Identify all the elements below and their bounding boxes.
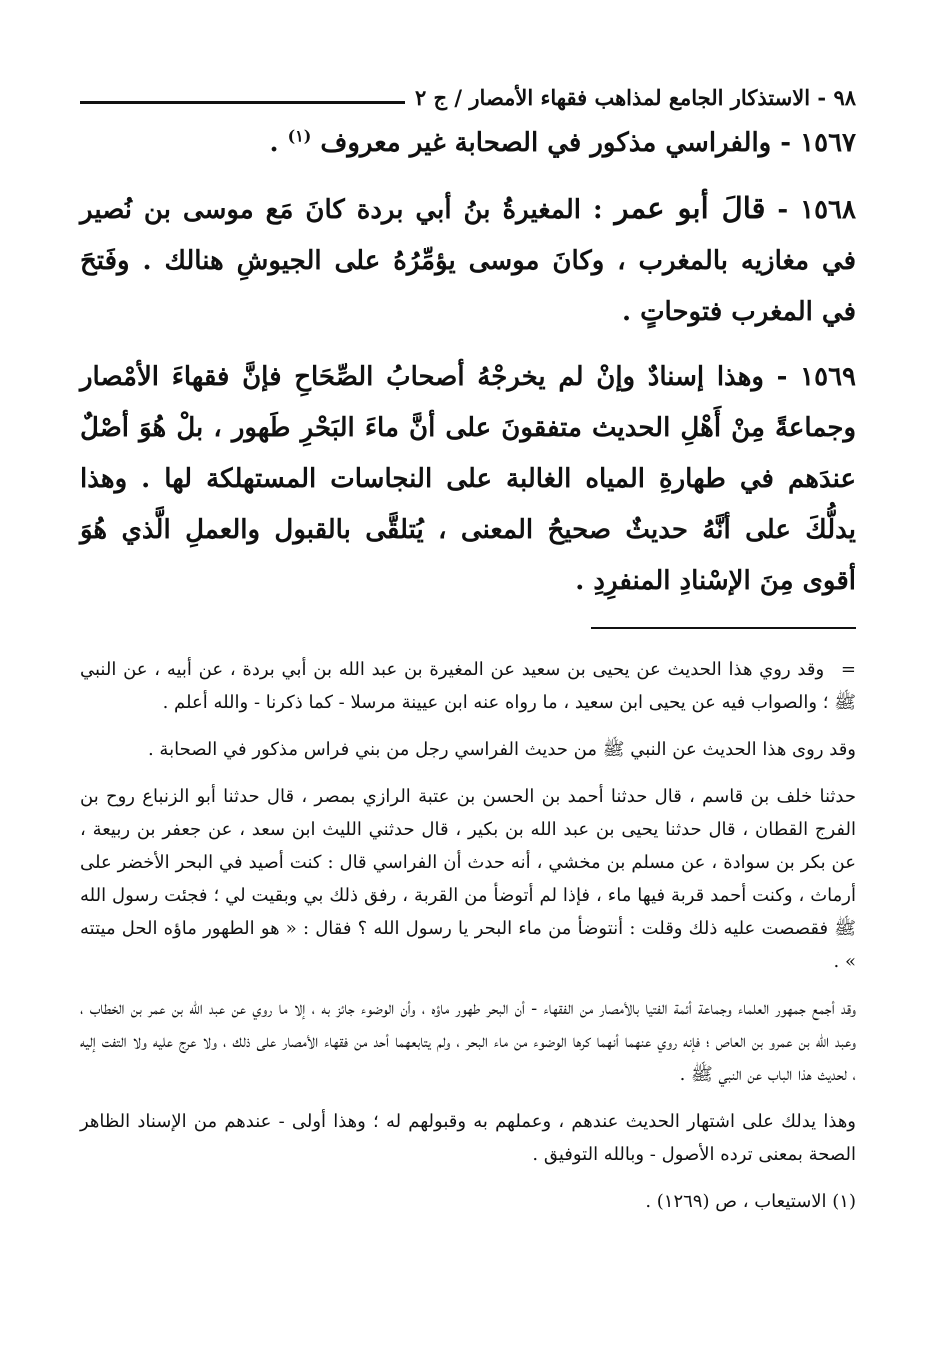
paragraph-1568-number: ١٥٦٨ -: [765, 195, 856, 225]
footnotes: [80, 653, 856, 1218]
paragraph-1569: [80, 352, 856, 607]
main-text: [80, 118, 856, 607]
paragraph-1568-text: : المغيرةُ بنُ أبي بردة كانَ مَع موسى بن نُصير في مغازيه بالمغرب ، وكانَ موسى يؤمِّرُهُ على الجيوشِ هنالك . وفَتحَ في المغرب فتوحاتٍ .: [80, 195, 856, 327]
paragraph-1568: [80, 183, 856, 338]
paragraph-1567-text: ١٥٦٧ - والفراسي مذكور في الصحابة غير معروف: [320, 128, 856, 158]
continuation-mark: =: [840, 659, 856, 680]
footnote-continuation-text: وقد روي هذا الحديث عن يحيى بن سعيد عن المغيرة بن عبد الله بن أبي بردة ، عن أبيه ، عن النبي ﷺ ؛ والصواب فيه عن يحيى ابن سعيد ، ما رواه عنه ابن عيينة مرسلا - كما ذكرنا - والله أعلم .: [80, 659, 856, 713]
footnote-continuation: [80, 653, 856, 719]
paragraph-1567: [80, 118, 856, 169]
header-rule: [80, 101, 405, 104]
footnote-ref: (١): [287, 126, 312, 146]
footnote-paragraph: حدثنا خلف بن قاسم ، قال حدثنا أحمد بن الحسن بن عتبة الرازي بمصر ، قال حدثنا أبو الزنباع روح بن الفرج القطان ، قال حدثنا يحيى بن عبد الله بن بكير ، قال حدثني الليث ابن سعد ، عن جعفر بن ربيعة ، عن بكر بن سوادة ، عن مسلم بن مخشي ، أنه حدث أن الفراسي قال : كنت أصيد في البحر الأخضر على أرماث ، وكنت أحمد قربة فيها ماء ، فإذا لم أتوضأ من القربة ، رفق ذلك بي وبقيت لي ؛ فجئت رسول الله ﷺ فقصصت عليه ذلك وقلت : أنتوضأ من ماء البحر يا رسول الله ؟ فقال : « هو الطهور ماؤه الحل ميتته » .: [80, 786, 857, 972]
footnote-paragraph: وقد أجمع جمهور العلماء وجماعة أئمة الفتيا بالأمصار من الفقهاء - أن البحر طهور ماؤه ، وأن الوضوء جائز به ، إلا ما روي عن عبد الله بن عمر بن الخطاب ، وعبد الله بن عمرو بن العاص ؛ فإنه روي عنهما أنهما كرها الوضوء من ماء البحر ، ولم يتابعهما أحد من فقهاء الأمصار على ذلك ، ولا عرج عليه ولا التفت إليه ، لحديث هذا الباب عن النبي ﷺ .: [80, 998, 856, 1085]
header-title: ٩٨ - الاستذكار الجامع لمذاهب فقهاء الأمصار / ج ٢: [414, 85, 856, 110]
footnote-separator: [591, 627, 856, 629]
footnote-paragraph: وهذا يدلك على اشتهار الحديث عندهم ، وعملهم به وقبولهم له ؛ وهذا أولى - عندهم من الإسناد الظاهر الصحة بمعنى ترده الأصول - وبالله التوفيق .: [80, 1111, 856, 1165]
paragraph-1567-end: .: [269, 128, 279, 158]
footnote-1: (١) الاستيعاب ، ص (١٢٦٩) .: [645, 1191, 856, 1212]
running-header: [80, 70, 856, 110]
footnote-paragraph: وقد روى هذا الحديث عن النبي ﷺ من حديث الفراسي رجل من بني فراس مذكور في الصحابة .: [147, 739, 856, 760]
book-page: [80, 70, 856, 1232]
paragraph-1569-text: ١٥٦٩ - وهذا إسنادٌ وإنْ لم يخرجْهُ أصحابُ الصِّحَاحِ فإنَّ فقهاءَ الأمْصار وجماعةً مِنْ أَهْلِ الحديث متفقونَ على أنَّ ماءَ البَحْرِ طَهور ، بلْ هُوَ أصْلٌ عندَهم في طهارةِ المياه الغالبة على النجاسات المستهلكة لها . وهذا يدلُّكَ على أنَّهُ حديثٌ صحيحُ المعنى ، يُتلقَّى بالقبول والعملِ الَّذي هُوَ أقوى مِنَ الإسْنادِ المنفرِدِ .: [80, 362, 856, 596]
speaker-name: قالَ أبو عمر: [614, 191, 766, 225]
